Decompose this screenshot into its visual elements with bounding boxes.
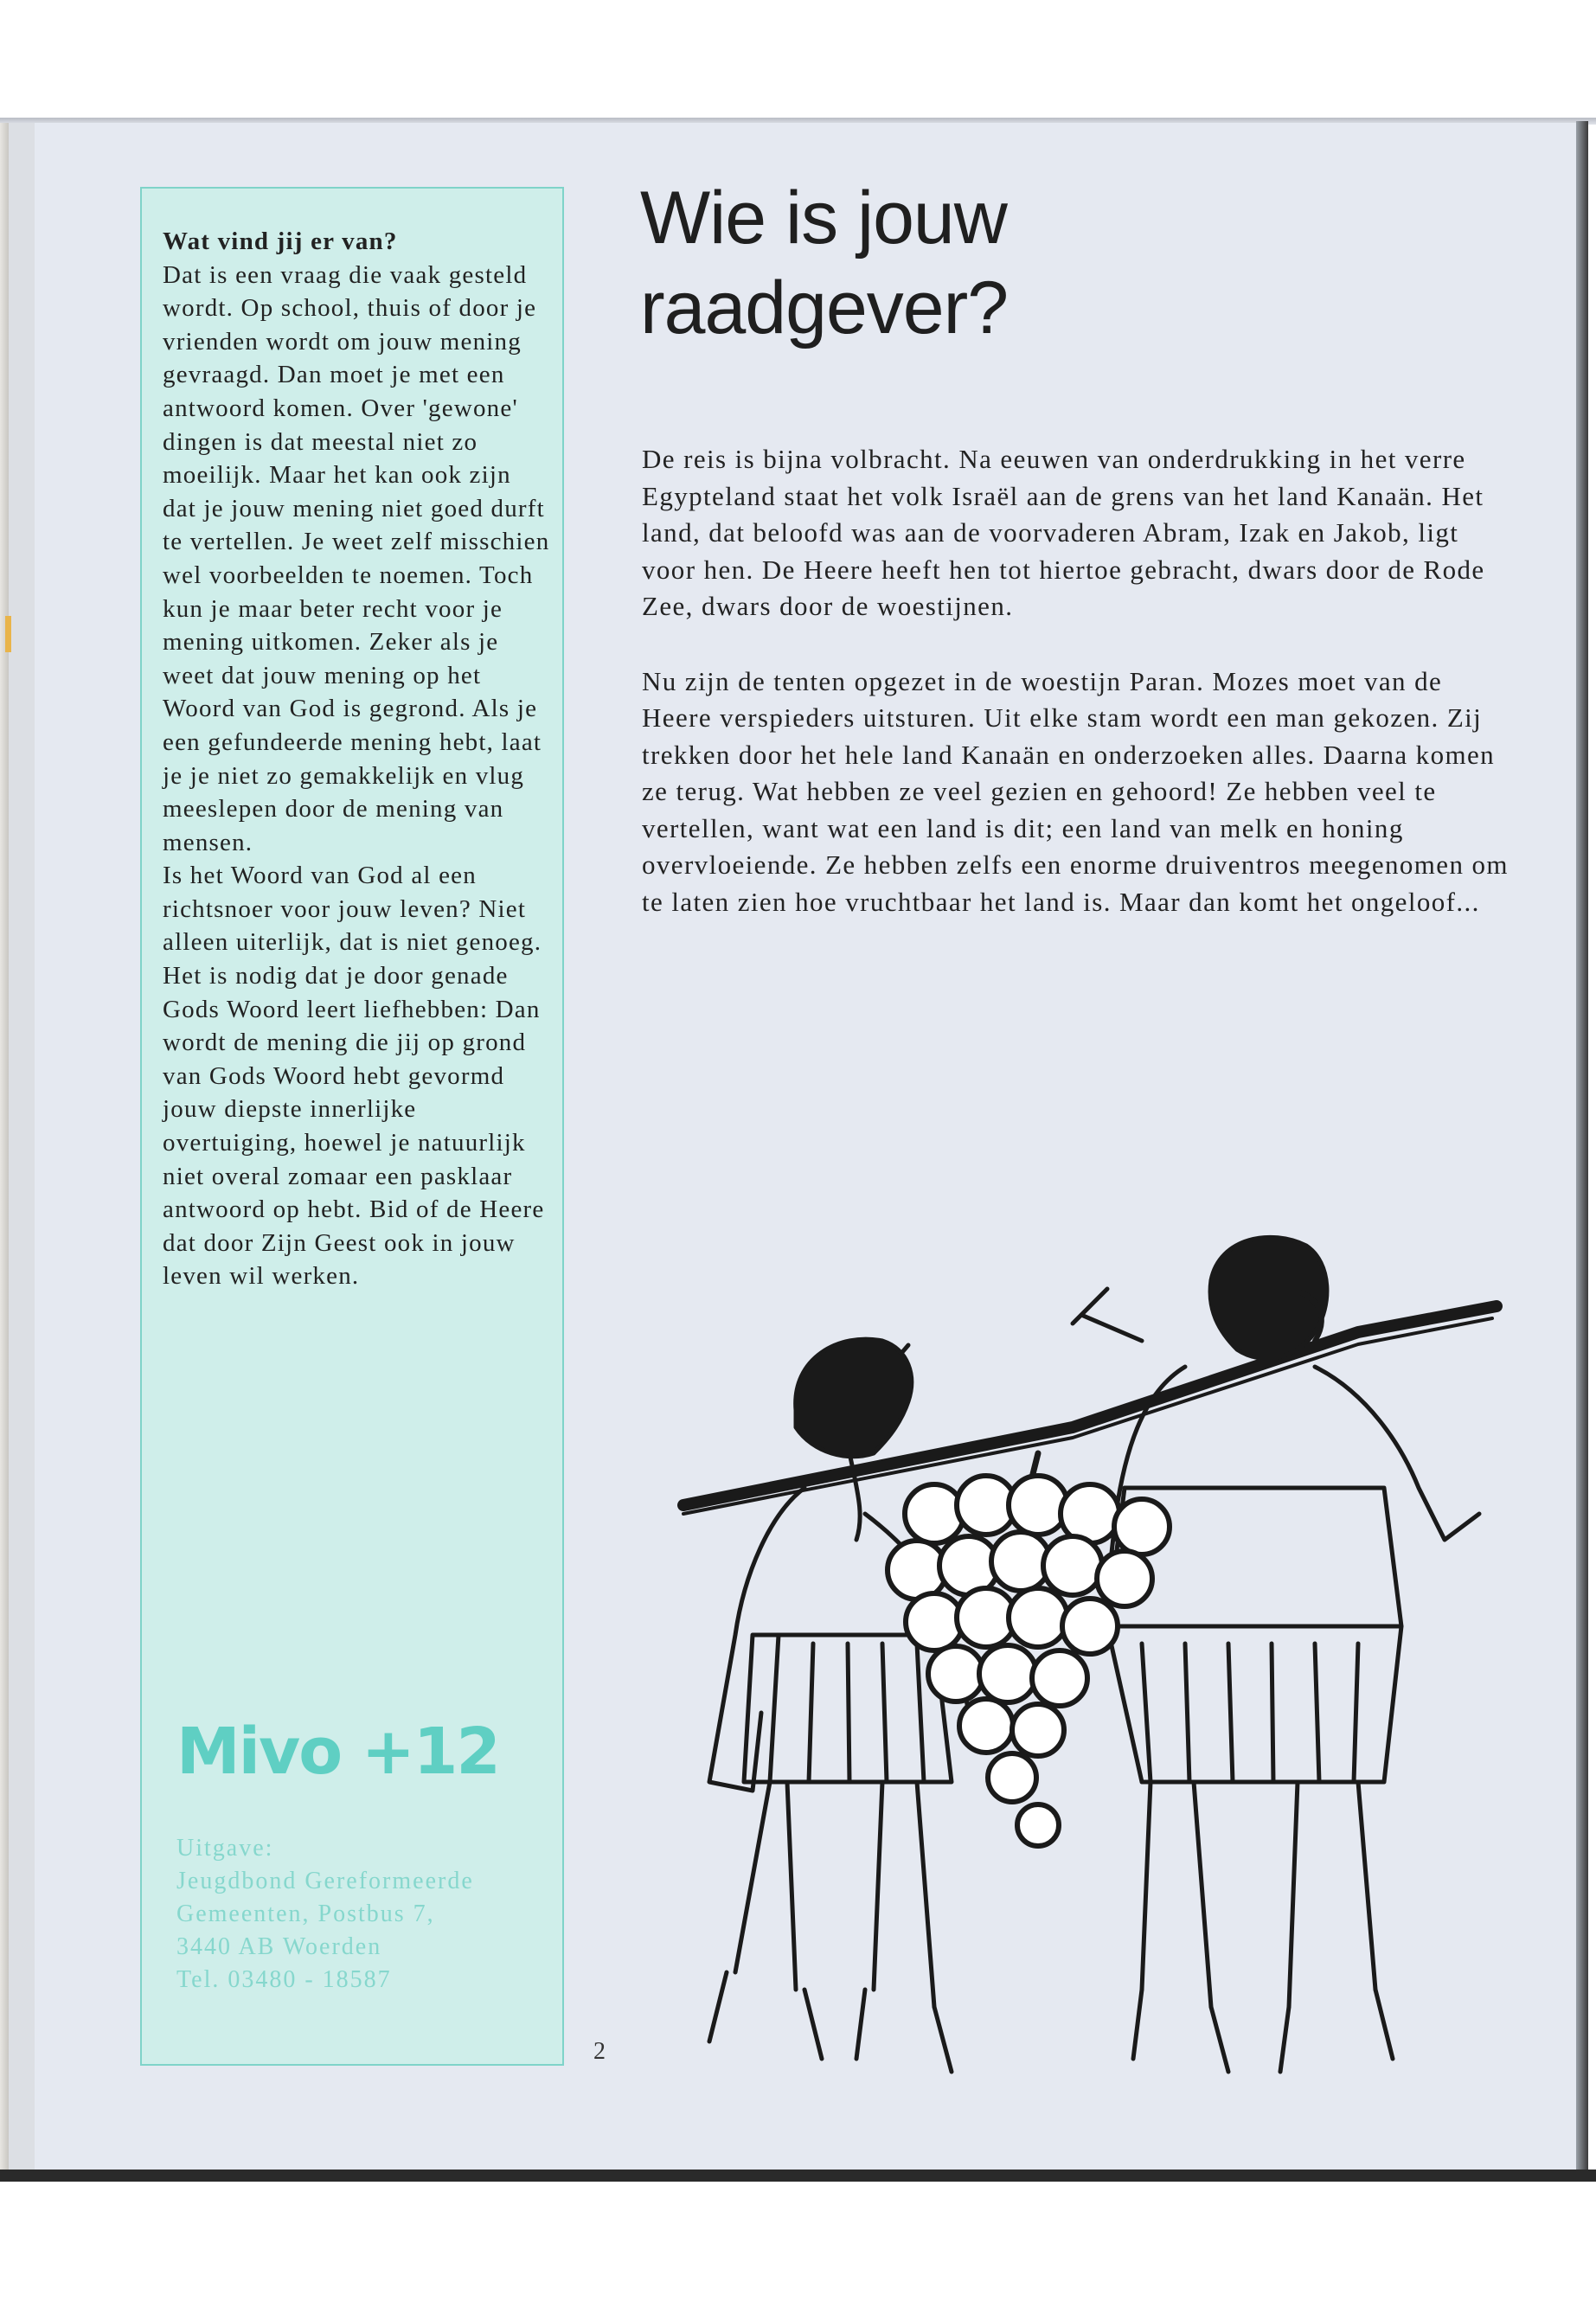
sidebar-paragraph: Is het Woord van God al een richtsnoer voor jouw leven? Niet alleen uiterlijk, dat is niet genoeg. Het is nodig dat je door genade Gods Woord leert liefhebben: Dan wordt de mening die jij op grond van Gods Woord hebt gevormd jouw diepste innerlijke overtuiging, hoewel je natuurlijk niet overal zomaar een pasklaar antwoord op hebt. Bid of de Heere dat door Zijn Geest ook in jouw leven wil werken. — [163, 862, 545, 1291]
sidebar-text — [163, 225, 550, 1293]
article-title — [640, 173, 1557, 353]
page-bottom-edge — [0, 2170, 1596, 2182]
publisher-line: Gemeenten, Postbus 7, — [176, 1900, 435, 1927]
page-left-edge — [0, 123, 9, 2173]
title-line: raadgever? — [640, 266, 1009, 349]
bookmark-tab — [5, 616, 11, 652]
title-line: Wie is jouw — [640, 176, 1007, 260]
article-paragraph: Nu zijn de tenten opgezet in de woestijn Paran. Mozes moet van de Heere verspieders uitsturen. Uit elke stam wordt een man gekozen. Zij trekken door het hele land Kanaän en onderzoeken alles. Daarna komen ze terug. Wat hebben ze veel gezien en gehoord! Ze hebben veel te vertellen, want wat een land is dit; een land van melk en honing overvloeiende. Ze hebben zelfs een enorme druiventros meegenomen om te laten zien hoe vruchtbaar het land is. Maar dan komt het ongeloof... — [642, 665, 1509, 917]
mivo-logo: Mivo +12 — [176, 1715, 499, 1789]
publisher-line: Jeugdbond Gereformeerde — [176, 1868, 474, 1894]
publisher-line: Uitgave: — [176, 1835, 274, 1862]
sidebar-question: Wat vind jij er van? — [163, 228, 398, 255]
article-paragraph: De reis is bijna volbracht. Na eeuwen van onderdrukking in het verre Egypteland staat het volk Israël aan de grens van het land Kanaän. Het land, dat beloofd was aan de voorvaderen Abram, Izak en Jakob, ligt voor hen. De Heere heeft hen tot hiertoe gebracht, dwars door de Rode Zee, dwars door de woestijnen. — [642, 444, 1485, 621]
page-number: 2 — [593, 2038, 606, 2065]
article-body — [642, 441, 1516, 958]
page-right-edge — [1576, 121, 1588, 2173]
publisher-info — [176, 1832, 557, 1997]
publisher-line: Tel. 03480 - 18587 — [176, 1966, 392, 1993]
publisher-line: 3440 AB Woerden — [176, 1933, 382, 1960]
spies-carrying-grapes-icon — [623, 1228, 1540, 2076]
sidebar-paragraph: Dat is een vraag die vaak gesteld wordt. Op school, thuis of door je vrienden wordt om jouw mening gevraagd. Dan moet je met een antwoord komen. Over 'gewone' dingen is dat meestal niet zo moeilijk. Maar het kan ook zijn dat je jouw mening niet goed durft te vertellen. Je weet zelf misschien wel voorbeelden te noemen. Toch kun je maar beter recht voor je mening uitkomen. Zeker als je weet dat jouw mening op het Woord van God is gegrond. Als je een gefundeerde mening hebt, laat je je niet zo gemakkelijk en vlug meeslepen door de mening van mensen. — [163, 260, 550, 856]
